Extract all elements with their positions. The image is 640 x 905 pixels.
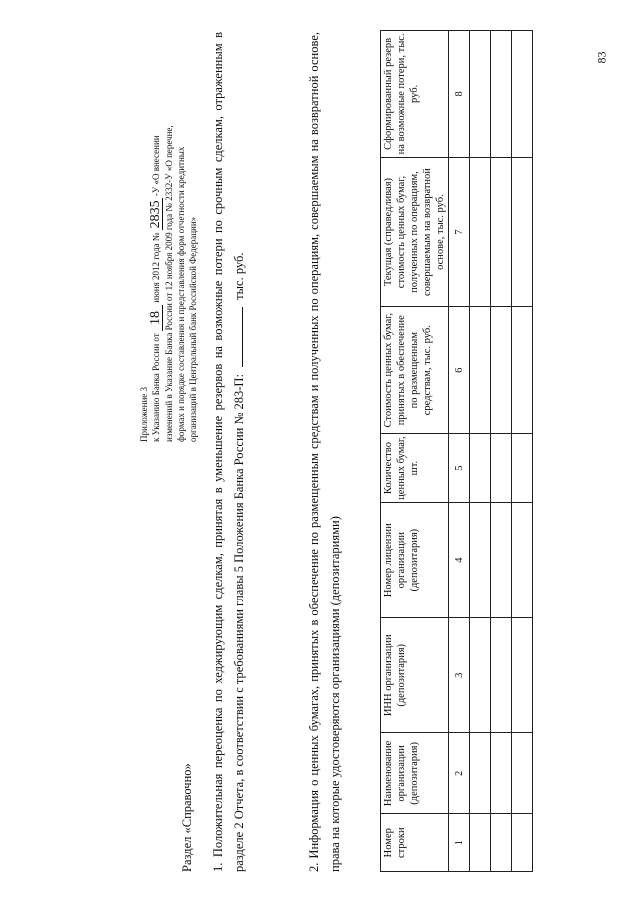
- paragraph-2: 2. Информация о ценных бумагах, принятых в обеспечение по размещенным средствам и полученных по операциям, совершаемым на возвратной основе, права на которые удостоверяются организациями (депозитариями): [307, 32, 342, 872]
- column-number: 4: [449, 503, 470, 618]
- table-row: [470, 31, 491, 872]
- appendix-line1-prefix: к Указанию Банка России от: [151, 333, 161, 442]
- table-cell: [470, 503, 491, 618]
- column-number: 2: [449, 733, 470, 814]
- appendix-title: Приложение 3: [139, 386, 149, 442]
- table-row: [491, 31, 512, 872]
- rotated-sheet: [130, 32, 510, 872]
- fill-in-blank: [242, 307, 243, 367]
- appendix-line1-suffix: -У «О внесении: [151, 135, 161, 197]
- header-license-number: Номер лицензии организации (депозитария): [381, 503, 449, 618]
- header-org-name: Наименование организации (депозитария): [381, 733, 449, 814]
- appendix-line1-mid: июня 2012 года №: [151, 232, 161, 303]
- table-cell: [491, 31, 512, 158]
- column-number: 6: [449, 307, 470, 434]
- table-cell: [491, 814, 512, 872]
- appendix-line2: изменений в Указание Банка России от 12 ноября 2009 года № 2332-У «О перечне,: [164, 125, 174, 442]
- appendix-number: 2835: [148, 200, 163, 229]
- table-cell: [512, 618, 533, 733]
- table-cell: [470, 307, 491, 434]
- table-cell: [491, 503, 512, 618]
- table-cell: [512, 733, 533, 814]
- table-cell: [512, 503, 533, 618]
- table-cell: [491, 157, 512, 307]
- header-inn: ИНН организации (депозитария): [381, 618, 449, 733]
- table-cell: [470, 434, 491, 503]
- table-cell: [512, 307, 533, 434]
- table-cell: [470, 157, 491, 307]
- table-cell: [470, 814, 491, 872]
- table-cell: [512, 31, 533, 158]
- paragraph-1-unit: тыс. руб.: [232, 252, 246, 300]
- column-number: 8: [449, 31, 470, 158]
- appendix-day: 18: [150, 305, 163, 331]
- table-cell: [470, 618, 491, 733]
- table-row: [512, 31, 533, 872]
- table-cell: [512, 814, 533, 872]
- appendix-line1: [150, 32, 163, 442]
- header-row-number: Номер строки: [381, 814, 449, 872]
- table-cell: [512, 157, 533, 307]
- table-cell: [491, 733, 512, 814]
- table-cell: [491, 434, 512, 503]
- paragraph-1: [208, 32, 250, 872]
- securities-table: [380, 30, 533, 872]
- page-number: 83: [594, 51, 609, 64]
- appendix-header: [138, 32, 199, 442]
- column-number: 5: [449, 434, 470, 503]
- header-reserve: Сформированный резерв на возможные потери, тыс. руб.: [381, 31, 449, 158]
- header-fair-value: Текущая (справедливая) стоимость ценных бумаг, полученных по операциям, совершаемым на возвратной основе, тыс. руб.: [381, 157, 449, 307]
- table-cell: [491, 618, 512, 733]
- column-number: 7: [449, 157, 470, 307]
- section-title: Раздел «Справочно»: [180, 763, 194, 872]
- table-cell: [512, 434, 533, 503]
- paragraph-1-text: 1. Положительная переоценка по хеджирующим сделкам, принятая в уменьшение резервов на возможные потери по срочным сделкам, отраженным в разделе 2 Отчета, в соответствии с требованиями главы 5 Положения Банка России № 283-П:: [211, 32, 246, 872]
- table-cell: [491, 307, 512, 434]
- appendix-line3: формах и порядке составления и представления форм отчетности кредитных: [176, 146, 186, 442]
- table-cell: [470, 733, 491, 814]
- column-number: 1: [449, 814, 470, 872]
- column-number-row: [449, 31, 470, 872]
- header-collateral-value: Стоимость ценных бумаг, принятых в обеспечение по размещенным средствам, тыс. руб.: [381, 307, 449, 434]
- appendix-line4: организаций в Центральный банк Российской Федерации»: [188, 216, 198, 442]
- column-number: 3: [449, 618, 470, 733]
- table-cell: [470, 31, 491, 158]
- header-quantity: Количество ценных бумаг, шт.: [381, 434, 449, 503]
- table-header-row: [381, 31, 449, 872]
